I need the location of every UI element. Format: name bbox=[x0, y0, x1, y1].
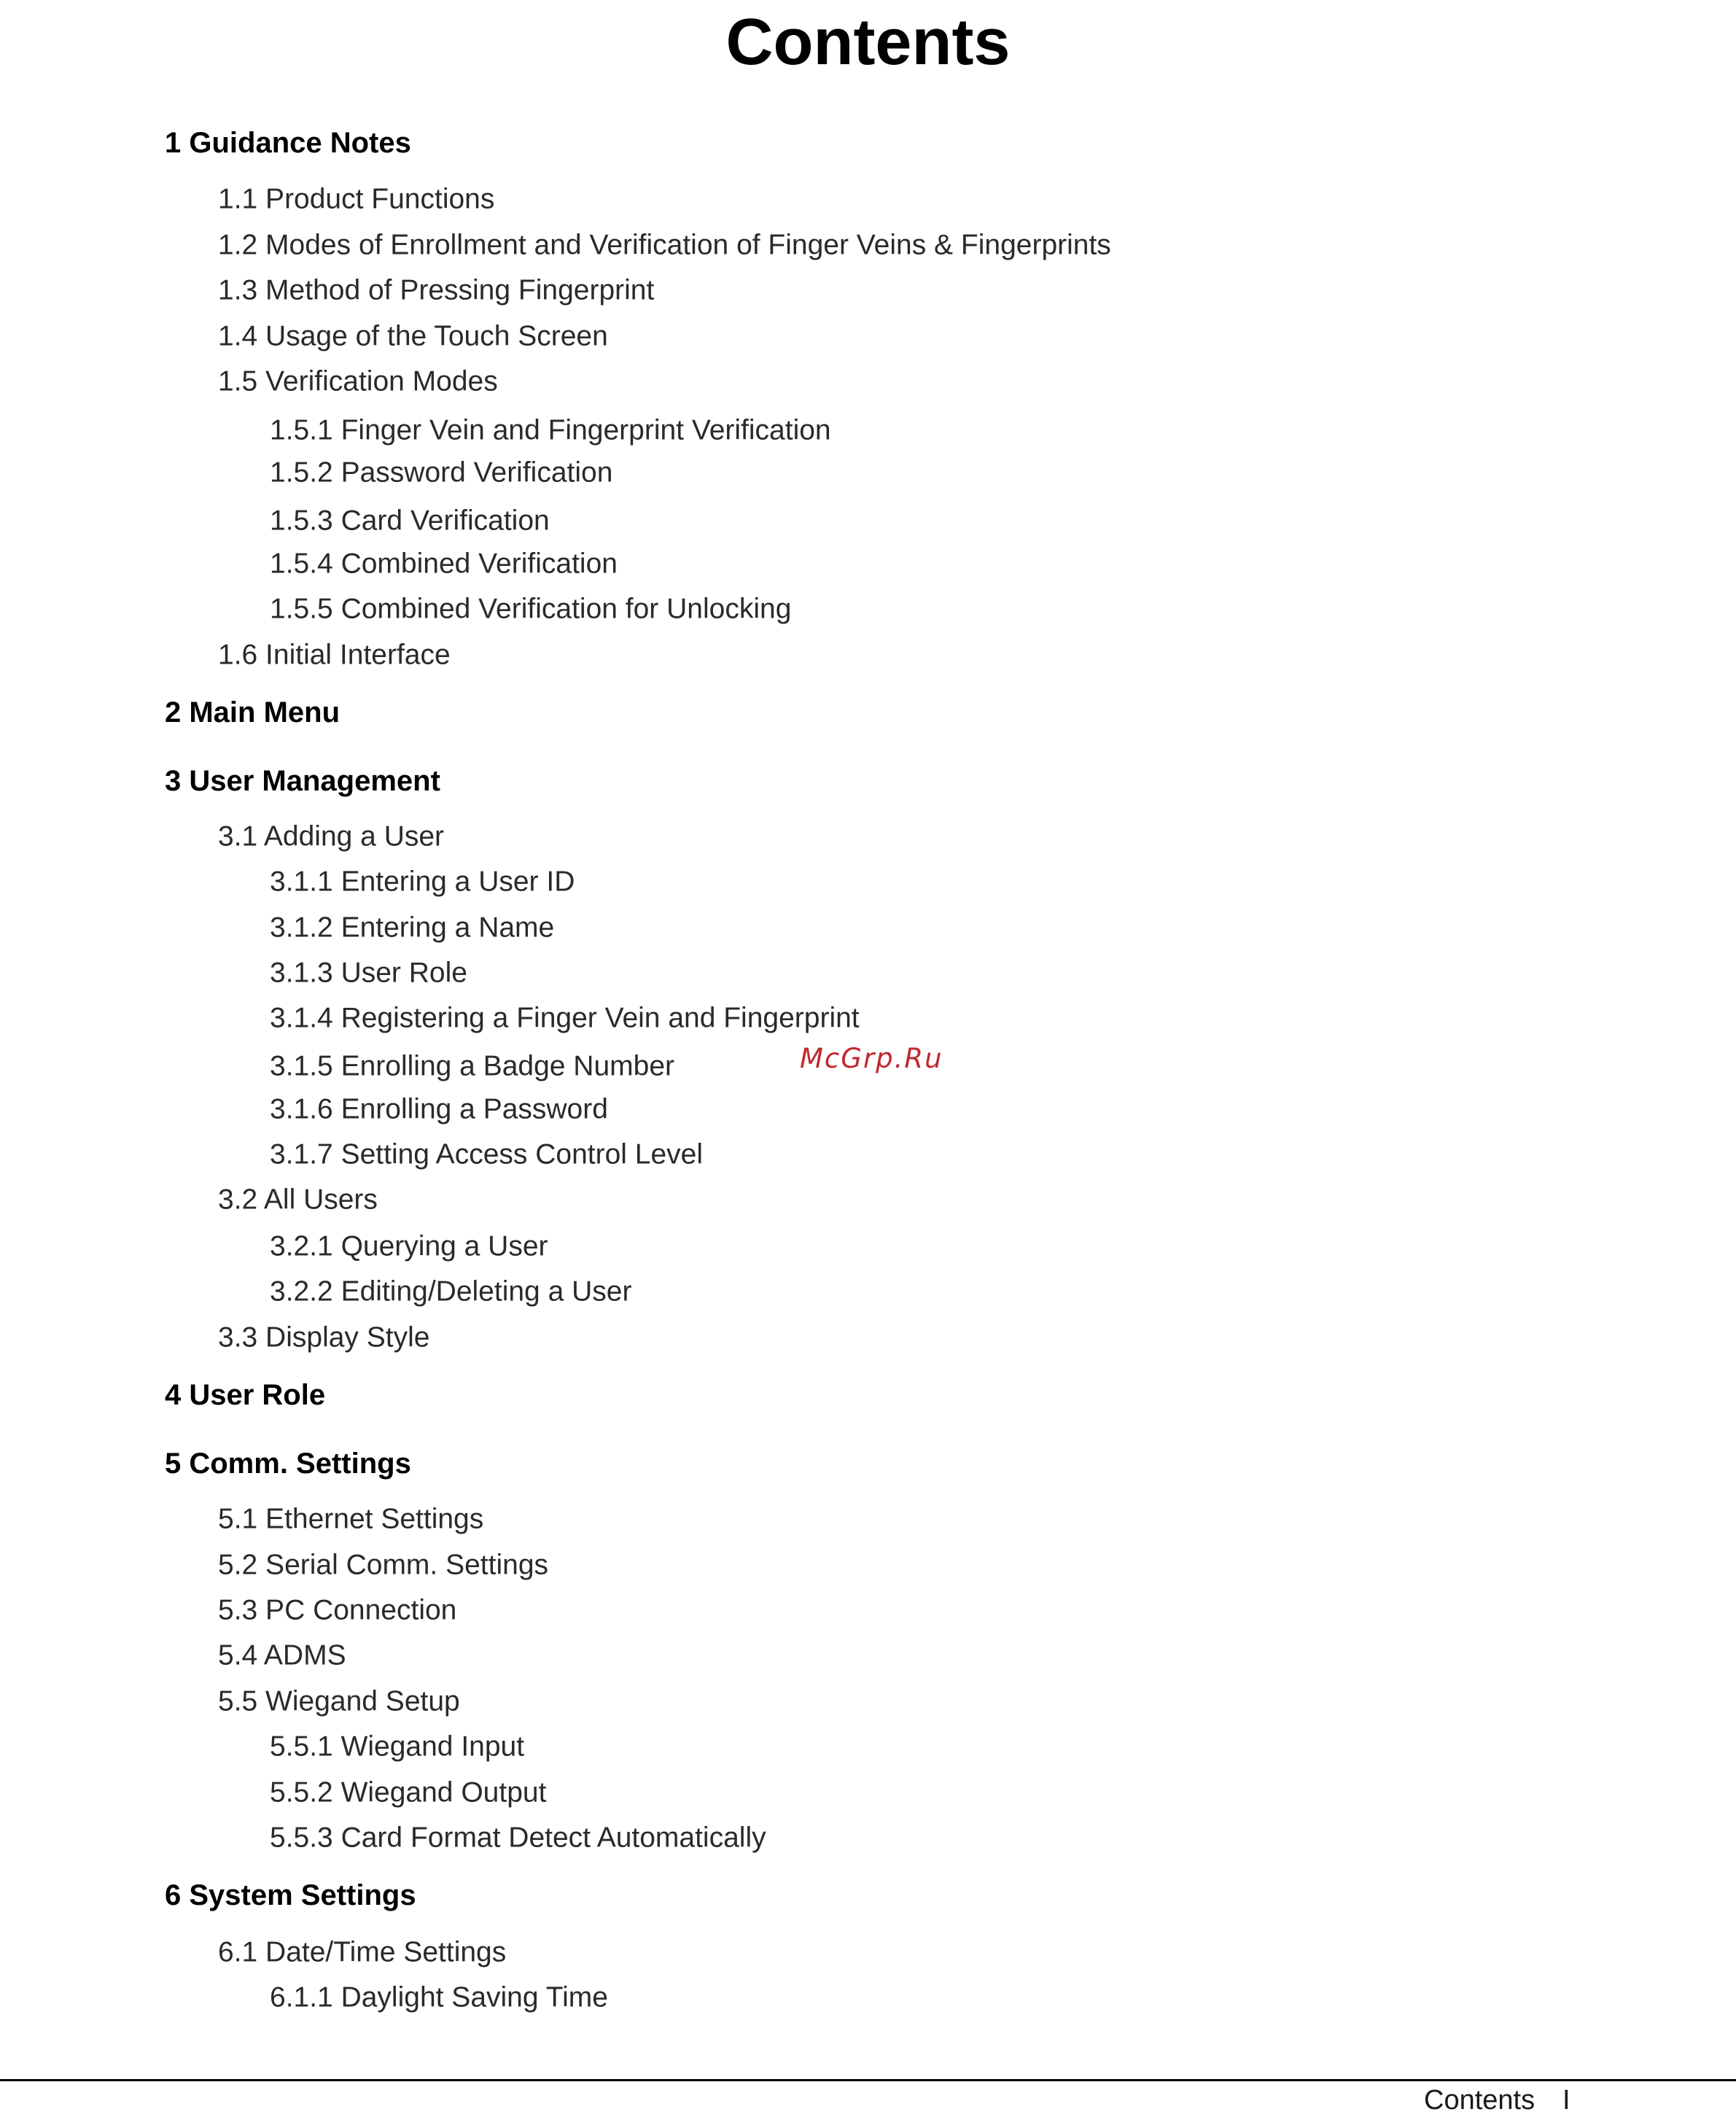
toc-subsection-entry[interactable]: 3.1.3 User Role bbox=[270, 957, 467, 989]
toc-section-entry[interactable]: 1.4 Usage of the Touch Screen bbox=[218, 320, 608, 352]
toc-section-entry[interactable]: 1.3 Method of Pressing Fingerprint bbox=[218, 274, 655, 306]
toc-section-entry[interactable]: 5.4 ADMS bbox=[218, 1639, 346, 1671]
toc-subsection-entry[interactable]: 1.5.2 Password Verification bbox=[270, 457, 613, 489]
footer-divider bbox=[0, 2079, 1736, 2081]
toc-subsection-entry[interactable]: 3.2.2 Editing/Deleting a User bbox=[270, 1275, 632, 1308]
toc-chapter-entry[interactable]: 6 System Settings bbox=[165, 1879, 416, 1911]
toc-section-entry[interactable]: 5.2 Serial Comm. Settings bbox=[218, 1549, 549, 1581]
toc-subsection-entry[interactable]: 1.5.3 Card Verification bbox=[270, 505, 550, 537]
page-title: Contents bbox=[725, 6, 1011, 79]
toc-subsection-entry[interactable]: 1.5.1 Finger Vein and Fingerprint Verification bbox=[270, 414, 831, 446]
toc-subsection-entry[interactable]: 5.5.2 Wiegand Output bbox=[270, 1776, 547, 1809]
footer-page-number: I bbox=[1562, 2085, 1570, 2116]
toc-section-entry[interactable]: 1.5 Verification Modes bbox=[218, 365, 498, 397]
toc-subsection-entry[interactable]: 3.2.1 Querying a User bbox=[270, 1230, 548, 1262]
toc-section-entry[interactable]: 5.1 Ethernet Settings bbox=[218, 1503, 484, 1535]
toc-subsection-entry[interactable]: 1.5.4 Combined Verification bbox=[270, 548, 618, 580]
toc-subsection-entry[interactable]: 3.1.7 Setting Access Control Level bbox=[270, 1138, 704, 1170]
toc-chapter-entry[interactable]: 5 Comm. Settings bbox=[165, 1448, 411, 1480]
toc-chapter-entry[interactable]: 3 User Management bbox=[165, 765, 440, 797]
toc-section-entry[interactable]: 6.1 Date/Time Settings bbox=[218, 1936, 507, 1968]
toc-subsection-entry[interactable]: 3.1.4 Registering a Finger Vein and Fingerprint bbox=[270, 1002, 860, 1034]
toc-section-entry[interactable]: 1.2 Modes of Enrollment and Verification of Finger Veins & Fingerprints bbox=[218, 229, 1111, 261]
toc-section-entry[interactable]: 3.1 Adding a User bbox=[218, 820, 445, 852]
toc-subsection-entry[interactable]: 3.1.5 Enrolling a Badge Number bbox=[270, 1050, 675, 1082]
toc-section-entry[interactable]: 1.6 Initial Interface bbox=[218, 639, 451, 671]
toc-subsection-entry[interactable]: 5.5.3 Card Format Detect Automatically bbox=[270, 1822, 766, 1854]
toc-subsection-entry[interactable]: 3.1.1 Entering a User ID bbox=[270, 866, 575, 898]
toc-subsection-entry[interactable]: 1.5.5 Combined Verification for Unlocking bbox=[270, 593, 792, 625]
toc-subsection-entry[interactable]: 3.1.2 Entering a Name bbox=[270, 912, 555, 944]
toc-subsection-entry[interactable]: 3.1.6 Enrolling a Password bbox=[270, 1093, 608, 1125]
toc-subsection-entry[interactable]: 6.1.1 Daylight Saving Time bbox=[270, 1981, 608, 2013]
toc-subsection-entry[interactable]: 5.5.1 Wiegand Input bbox=[270, 1730, 525, 1763]
footer-section-label: Contents bbox=[1424, 2085, 1535, 2116]
toc-section-entry[interactable]: 5.5 Wiegand Setup bbox=[218, 1685, 460, 1717]
watermark-text: McGrp.Ru bbox=[800, 1043, 943, 1074]
toc-chapter-entry[interactable]: 4 User Role bbox=[165, 1379, 326, 1411]
toc-section-entry[interactable]: 5.3 PC Connection bbox=[218, 1594, 457, 1626]
toc-section-entry[interactable]: 3.2 All Users bbox=[218, 1184, 378, 1216]
toc-section-entry[interactable]: 3.3 Display Style bbox=[218, 1321, 430, 1353]
toc-section-entry[interactable]: 1.1 Product Functions bbox=[218, 183, 495, 215]
toc-chapter-entry[interactable]: 1 Guidance Notes bbox=[165, 127, 411, 159]
toc-chapter-entry[interactable]: 2 Main Menu bbox=[165, 696, 340, 729]
